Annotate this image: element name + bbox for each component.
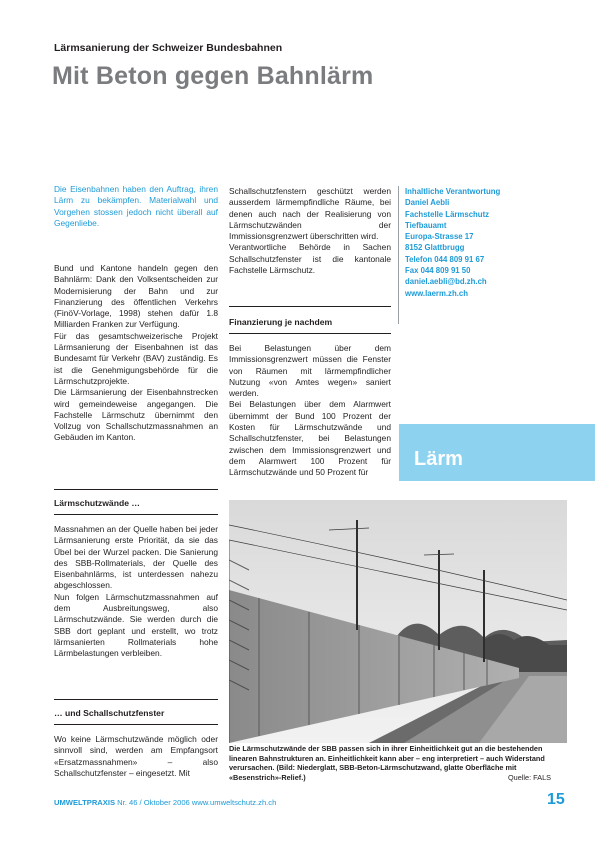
column-2-body-2 — [229, 343, 391, 479]
paragraph: Verantwortliche Behörde in Sachen Schallschutzfenster ist die kantonale Fachstelle Lärmschutz. — [229, 242, 391, 276]
paragraph: Wo keine Lärmschutzwände möglich oder sinnvoll sind, werden am Empfangsort «Ersatzmassnahmen» – also Schallschutzfenster – eingesetzt. Mit — [54, 734, 218, 778]
contact-divider — [398, 186, 399, 324]
paragraph: Massnahmen an der Quelle haben bei jeder Lärmsanierung erste Priorität, da sie das Übel bei der Wurzel packen. Die Sanierung des SBB-Rollmaterials, der Quelle des Eisenbahnlärms, ist unterdessen nahezu abgeschlossen. — [54, 524, 218, 591]
kicker: Lärmsanierung der Schweizer Bundesbahnen — [54, 42, 283, 54]
divider — [54, 699, 218, 700]
contact-heading: Inhaltliche Verantwortung — [405, 187, 501, 196]
subheading: Finanzierung je nachdem — [229, 317, 333, 327]
paragraph: Für das gesamtschweizerische Projekt Lärmsanierung der Eisenbahnen ist das Bundesamt für Verkehr (BAV) zuständig. Es ist die Genehmigungsbehörde für die Lärmschutzprojekte. — [54, 330, 218, 386]
noise-barrier-photo — [229, 500, 567, 743]
paragraph: Die Lärmsanierung der Eisenbahnstrecken wird gemeindeweise angegangen. Die Fachstelle Lärmschutz übernimmt den Vollzug von Schallschutzmassnahmen an Gebäuden im Kanton. — [54, 387, 218, 443]
paragraph: Bei Belastungen über dem Immissionsgrenzwert müssen die Fenster von Räumen mit lärmempfindlicher Nutzung «von Amtes wegen» saniert werden. — [229, 343, 391, 399]
divider — [54, 489, 218, 490]
photo-caption: Die Lärmschutzwände der SBB passen sich in ihrer Einheitlichkeit gut an die bestehenden linearen Bahnstrukturen an. Einheitlichkeit kann aber – eng interpretiert – auch Widerstand verursachen. (Bild: Niederglatt, SBB-Beton-Lärmschutzwand, glatte Oberfläche mit «Besenstrich»-Relief.) — [229, 744, 545, 782]
contact-office: Tiefbauamt — [405, 220, 447, 230]
column-1-body-2 — [54, 524, 218, 660]
divider — [54, 724, 218, 725]
paragraph: Nun folgen Lärmschutzmassnahmen auf dem Ausbreitungsweg, also Lärmschutzwände. Sie werden durch die SBB dort geplant und erstellt, wo trotz lärmsanierten Rollmaterials hohe Lärmbelastungen verbleiben. — [54, 591, 218, 659]
footer-url-link[interactable]: www.umweltschutz.zh.ch — [191, 798, 277, 807]
paragraph: Schallschutzfenstern geschützt werden ausserdem lärmempfindliche Räume, bei denen auch nach der Realisierung von Lärmschutzwänden der Immissionsgrenzwert überschritten wird. — [229, 186, 391, 242]
divider — [229, 333, 391, 334]
contact-department: Fachstelle Lärmschutz — [405, 209, 490, 219]
page-number: 15 — [547, 791, 565, 808]
divider — [229, 306, 391, 307]
contact-block — [405, 186, 565, 299]
footer-issue: Nr. 46 / Oktober 2006 — [117, 798, 190, 807]
paragraph: Bund und Kantone handeln gegen den Bahnlärm: Dank den Volksentscheiden zur Modernisierung der Bahn und zur Finanzierung des öffentlichen Verkehrs (FinöV-Vorlage, 1998) stehen dafür 1.8 Milliarden Franken zur Verfügung. — [54, 263, 218, 330]
photo-illustration — [229, 500, 567, 743]
lead-text: Die Eisenbahnen haben den Auftrag, ihren Lärm zu bekämpfen. Materialwahl und Vorgehen stossen jedoch nicht überall auf Gegenliebe. — [54, 184, 218, 228]
contact-phone: Telefon 044 809 91 67 — [405, 254, 485, 264]
contact-website-link[interactable]: www.laerm.zh.ch — [405, 288, 468, 298]
paragraph: Bei Belastungen über dem Alarmwert übernimmt der Bund 100 Prozent der Kosten für Lärmschutzwände und Schallschutzfenster, bei Belastungen zwischen dem Immissionsgrenzwert und dem Alarmwert 100 Prozent für Lärmschutzwände und 50 Prozent für — [229, 399, 391, 478]
contact-name: Daniel Aebli — [405, 198, 450, 208]
subheading: Lärmschutzwände … — [54, 498, 140, 508]
contact-email-link[interactable]: daniel.aebli@bd.zh.ch — [405, 277, 487, 287]
lead-paragraph — [54, 184, 218, 229]
footer — [54, 798, 276, 807]
page-title: Mit Beton gegen Bahnlärm — [52, 62, 374, 90]
photo-credit: Quelle: FALS — [508, 773, 551, 782]
subheading: … und Schallschutzfenster — [54, 708, 165, 718]
column-1-body — [54, 263, 218, 444]
contact-city: 8152 Glattbrugg — [405, 243, 465, 253]
divider — [54, 514, 218, 515]
section-label: Lärm — [414, 448, 463, 470]
column-2-body — [229, 186, 391, 276]
contact-street: Europa-Strasse 17 — [405, 232, 474, 242]
footer-brand: UMWELTPRAXIS — [54, 798, 116, 807]
contact-fax: Fax 044 809 91 50 — [405, 266, 471, 276]
column-1-body-3 — [54, 734, 218, 779]
